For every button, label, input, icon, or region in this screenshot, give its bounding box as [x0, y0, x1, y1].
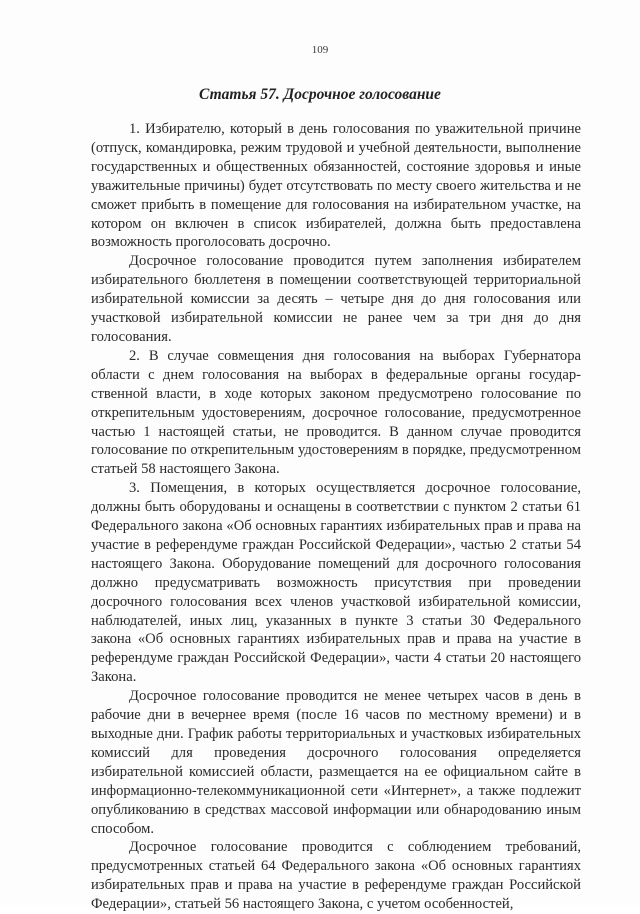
paragraph-4: 3. Помещения, в которых осуществляется досрочное голосование, должны быть оборудованы и оснащены в соответствии с пунктом 2 статьи 61 Федерального закона «Об основных гарантиях избирательных прав и права на участие в референдуме граждан Российской Федерации», частью 2 статьи 54 настоящего Закона. Оборудование помещений для досрочного голосования должно предусматривать возможность присутствия при проведении досрочного голосования всех членов участковой избирательной комиссии, наблюдателей, иных лиц, указанных в пункте 3 статьи 30 Федерального закона «Об основных гарантиях избирательных прав и права на участие в референдуме граждан Российской Федерации», части 4 статьи 20 настоящего Закона. [91, 480, 581, 686]
paragraph-5: Досрочное голосование проводится не менее четырех часов в день в рабочие дни в вечернее время (после 16 часов по местному времени) и в выходные дни. График работы территориальных и участковых избирательных комиссий для проведения досрочного голосования определяется избирательной комиссией области, размещается на ее официальном сайте в информационно-телекоммуникационной сети «Интернет», а также подлежит опубликованию в средствах массовой информации или обнародованию иным способом. [91, 688, 581, 837]
article-title: Статья 57. Досрочное голосование [199, 86, 441, 103]
paragraph-2: Досрочное голосование проводится путем заполнения избирателем избирательного бюллетеня в помещении соответствующей территориальной избирательной комиссии за десять – четыре дня до дня голосования или участковой избирательной комиссии не ранее чем за три дня до дня голосования. [91, 253, 581, 345]
page-number: 109 [311, 44, 329, 56]
paragraph-6: Досрочное голосование проводится с соблюдением требований, предусмотренных статьей 64 Федерального закона «Об основных гарантиях избирательных прав и права на участие в референдуме граждан Российской Федерации», статьей 56 настоящего Закона, с учетом особенностей, [91, 839, 581, 913]
article-body [91, 120, 581, 914]
paragraph-3: 2. В случае совмещения дня голосования на выборах Губернатора области с днем голосования на выборах в федеральные органы государственной власти, в ходе которых законом предусмотрено голосование по открепительным удостоверениям, досрочное голосование, предусмотренное частью 1 настоящей статьи, не проводится. В данном случае проводится голосование по открепительным удостоверениям в порядке, предусмотренном статьей 58 настоящего Закона. [91, 347, 581, 478]
paragraph-1: 1. Избирателю, который в день голосования по уважительной причине (отпуск, командировка, режим трудовой и учебной деятельности, выполнение государственных и общественных обязанностей, состояние здоровья и иные уважительные причины) будет отсутствовать по месту своего жительства и не сможет прибыть в помещение для голосования на избирательном участке, на котором он включен в список избирателей, должна быть предоставлена возможность проголосовать досрочно. [91, 121, 581, 251]
